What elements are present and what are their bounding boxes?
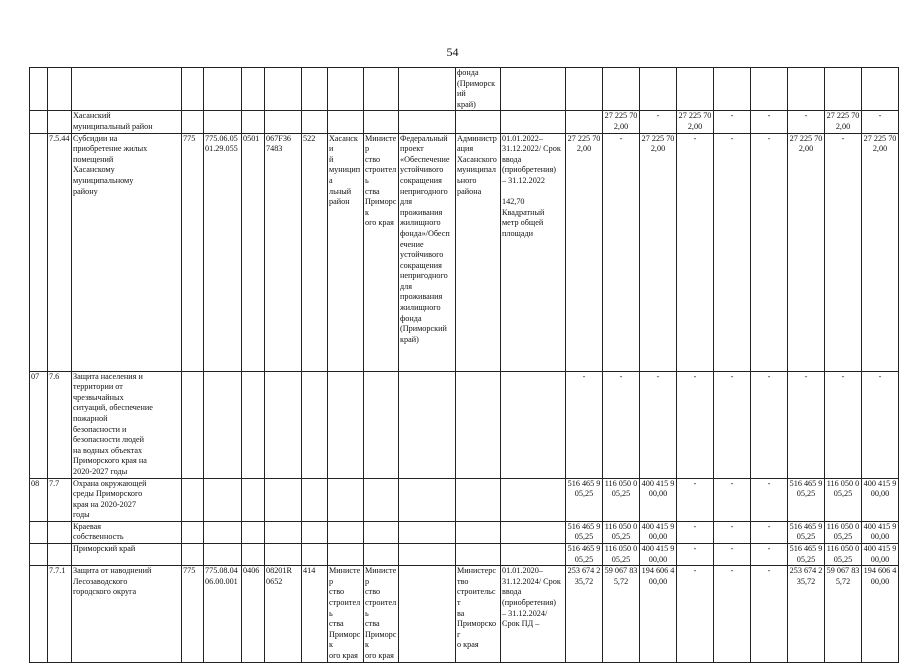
- cell-text: 253 674 2 35,72: [567, 566, 601, 586]
- table-cell: [714, 68, 751, 111]
- table-cell: [328, 566, 364, 662]
- table-cell: [714, 544, 751, 566]
- cell-text: -: [841, 371, 845, 381]
- table-cell: [328, 371, 364, 478]
- table-cell: [603, 371, 640, 478]
- table-cell: [788, 544, 825, 566]
- table-cell: [714, 371, 751, 478]
- table-cell: [204, 478, 242, 521]
- cell-text: Администр ация Хасанского муниципал ьного района: [457, 133, 497, 196]
- table-cell: [242, 371, 265, 478]
- table-cell: [204, 68, 242, 111]
- table-cell: [603, 133, 640, 371]
- table-cell: [182, 111, 204, 133]
- table-cell: [302, 68, 328, 111]
- table-cell: [677, 68, 714, 111]
- cell-text: Защита от наводнений Лесозаводского городского округа: [73, 566, 152, 597]
- table-cell: [603, 544, 640, 566]
- cell-text: 01.01.2020– 31.12.2024/ Срок ввода (приобретения) – 31.12.2024/ Срок ПД –: [502, 566, 561, 629]
- table-cell: [603, 68, 640, 111]
- table-cell: [302, 371, 328, 478]
- table-cell: [751, 371, 788, 478]
- table-cell: [204, 111, 242, 133]
- table-cell: [825, 478, 862, 521]
- table-cell: [456, 371, 501, 478]
- table-cell: [265, 68, 302, 111]
- table-cell: [603, 111, 640, 133]
- table-cell: [640, 544, 677, 566]
- cell-text: фонда (Приморский край): [457, 68, 496, 109]
- cell-text: -: [730, 111, 734, 121]
- table-cell: [862, 521, 899, 543]
- cell-text: 0501: [243, 133, 260, 143]
- cell-text: 400 415 9 00,00: [641, 521, 675, 542]
- table-cell: [30, 68, 48, 111]
- table-cell: [182, 133, 204, 371]
- table-cell: [182, 68, 204, 111]
- table-cell: [825, 566, 862, 662]
- cell-text: 7.7: [49, 478, 60, 488]
- table-cell: [862, 566, 899, 662]
- cell-text: -: [693, 521, 697, 531]
- table-cell: [677, 111, 714, 133]
- cell-text: 08: [31, 478, 40, 488]
- table-cell: [328, 521, 364, 543]
- table-cell: [788, 371, 825, 478]
- table-cell: [751, 566, 788, 662]
- table-cell: [399, 478, 456, 521]
- cell-text: 400 415 9 00,00: [863, 478, 897, 499]
- table-cell: [751, 521, 788, 543]
- cell-text: -: [841, 133, 845, 143]
- table-cell: [242, 111, 265, 133]
- table-cell: [788, 478, 825, 521]
- table-cell: [751, 478, 788, 521]
- cell-text: 516 465 9 05,25: [567, 544, 601, 564]
- table-cell: [302, 521, 328, 543]
- table-cell: [751, 133, 788, 371]
- table-row: [30, 478, 899, 521]
- table-cell: [640, 478, 677, 521]
- table-cell: [714, 111, 751, 133]
- cell-text: 414: [303, 566, 316, 576]
- table-cell: [677, 521, 714, 543]
- table-cell: [714, 566, 751, 662]
- table-cell: [399, 68, 456, 111]
- table-cell: [825, 111, 862, 133]
- cell-text: 400 415 9 00,00: [863, 521, 897, 542]
- cell-text: 067F36 7483: [266, 133, 292, 154]
- cell-text: 194 606 4 00,00: [641, 566, 675, 586]
- cell-text: -: [767, 111, 771, 121]
- cell-text: 775.06.05 01.29.055: [205, 133, 238, 154]
- cell-text: Охрана окружающей среды Приморского края на 2020-2027 годы: [73, 478, 147, 520]
- cell-text: 27 225 70 2,00: [604, 111, 638, 131]
- table-cell: [566, 544, 603, 566]
- table-cell: [48, 133, 72, 371]
- table-cell: [501, 566, 566, 662]
- table-cell: [456, 133, 501, 371]
- table-cell: [182, 566, 204, 662]
- cell-text: 116 050 0 05,25: [604, 478, 638, 499]
- cell-text: 775: [183, 133, 196, 143]
- table-cell: [72, 566, 182, 662]
- table-cell: [788, 133, 825, 371]
- cell-text: 7.7.1: [49, 566, 66, 576]
- table-cell: [399, 371, 456, 478]
- table-cell: [566, 371, 603, 478]
- cell-text: 516 465 9 05,25: [567, 478, 601, 499]
- cell-text: Краевая собственность: [73, 521, 124, 542]
- cell-text: -: [693, 133, 697, 143]
- table-cell: [265, 566, 302, 662]
- cell-text: 516 465 9 05,25: [567, 521, 601, 542]
- cell-text: 116 050 0 05,25: [826, 544, 860, 564]
- table-cell: [566, 521, 603, 543]
- table-cell: [265, 544, 302, 566]
- table-cell: [204, 371, 242, 478]
- table-cell: [456, 521, 501, 543]
- table-cell: [364, 111, 399, 133]
- table-cell: [48, 111, 72, 133]
- cell-text: 116 050 0 05,25: [604, 544, 638, 564]
- cell-text: -: [656, 371, 660, 381]
- table-cell: [265, 521, 302, 543]
- cell-text: Хасански й муниципа льный район: [329, 133, 361, 207]
- cell-text: -: [656, 111, 660, 121]
- table-cell: [30, 478, 48, 521]
- table-cell: [862, 371, 899, 478]
- cell-text: -: [878, 111, 882, 121]
- table-cell: [501, 478, 566, 521]
- table-cell: [677, 544, 714, 566]
- table-cell: [640, 521, 677, 543]
- cell-text: -: [767, 478, 771, 488]
- table-cell: [328, 133, 364, 371]
- table-cell: [302, 133, 328, 371]
- cell-text: 116 050 0 05,25: [604, 521, 638, 542]
- table-cell: [501, 111, 566, 133]
- table-cell: [364, 566, 399, 662]
- table-cell: [48, 566, 72, 662]
- table-cell: [182, 544, 204, 566]
- cell-text: -: [730, 371, 734, 381]
- table-cell: [399, 133, 456, 371]
- table-cell: [640, 133, 677, 371]
- table-cell: [30, 566, 48, 662]
- table-cell: [48, 371, 72, 478]
- cell-text: -: [730, 544, 734, 554]
- cell-text: 27 225 70 2,00: [863, 133, 897, 154]
- table-cell: [302, 478, 328, 521]
- table-cell: [566, 68, 603, 111]
- cell-text: 01.01.2022– 31.12.2022/ Срок ввода (приобретения) – 31.12.2022 142,70 Квадратный метр общей площади: [502, 133, 561, 238]
- table-cell: [30, 371, 48, 478]
- table-cell: [30, 544, 48, 566]
- cell-text: 116 050 0 05,25: [826, 478, 860, 499]
- table-cell: [862, 133, 899, 371]
- table-cell: [603, 566, 640, 662]
- table-cell: [640, 566, 677, 662]
- cell-text: Приморский край: [73, 544, 136, 554]
- table-cell: [48, 68, 72, 111]
- cell-text: -: [582, 371, 586, 381]
- cell-text: 59 067 83 5,72: [604, 566, 638, 586]
- table-cell: [265, 133, 302, 371]
- table-cell: [566, 478, 603, 521]
- cell-text: Министерс тво строительст ва Приморског о края: [457, 566, 497, 650]
- cell-text: 194 606 4 00,00: [863, 566, 897, 586]
- table-cell: [603, 521, 640, 543]
- table-cell: [825, 68, 862, 111]
- cell-text: -: [767, 133, 771, 143]
- table-cell: [328, 478, 364, 521]
- table-cell: [242, 566, 265, 662]
- table-cell: [677, 566, 714, 662]
- cell-text: 07: [31, 371, 40, 381]
- cell-text: -: [693, 478, 697, 488]
- table-cell: [242, 68, 265, 111]
- table-row: [30, 111, 899, 133]
- table-row: [30, 544, 899, 566]
- table-cell: [640, 371, 677, 478]
- table-cell: [501, 544, 566, 566]
- table-cell: [182, 521, 204, 543]
- table-row: [30, 133, 899, 371]
- table-cell: [399, 111, 456, 133]
- cell-text: 775.08.04 06.00.001: [205, 566, 238, 586]
- cell-text: -: [804, 111, 808, 121]
- cell-text: Министер ство строитель ства Приморск ого края: [365, 566, 397, 660]
- table-cell: [182, 478, 204, 521]
- table-cell: [677, 371, 714, 478]
- table-cell: [302, 566, 328, 662]
- table-cell: [364, 133, 399, 371]
- cell-text: -: [767, 566, 771, 576]
- cell-text: Министер ство строитель ства Приморск ого края: [365, 133, 397, 228]
- cell-text: 400 415 9 00,00: [641, 478, 675, 499]
- table-cell: [566, 111, 603, 133]
- table-cell: [30, 133, 48, 371]
- table-cell: [456, 68, 501, 111]
- table-cell: [242, 521, 265, 543]
- cell-text: -: [767, 371, 771, 381]
- table-cell: [825, 544, 862, 566]
- table-cell: [302, 111, 328, 133]
- table-cell: [30, 111, 48, 133]
- table-cell: [456, 111, 501, 133]
- table-cell: [825, 371, 862, 478]
- table-cell: [364, 68, 399, 111]
- table-cell: [501, 521, 566, 543]
- table-cell: [72, 371, 182, 478]
- table-cell: [182, 371, 204, 478]
- table-cell: [751, 111, 788, 133]
- cell-text: 27 225 70 2,00: [678, 111, 712, 131]
- cell-text: Хасанский муниципальный район: [73, 111, 153, 131]
- table-cell: [204, 566, 242, 662]
- table-cell: [72, 478, 182, 521]
- table-cell: [825, 521, 862, 543]
- table-cell: [364, 478, 399, 521]
- table-cell: [204, 133, 242, 371]
- table-cell: [751, 544, 788, 566]
- table-cell: [714, 521, 751, 543]
- table-cell: [399, 544, 456, 566]
- cell-text: 27 225 70 2,00: [826, 111, 860, 131]
- table-cell: [714, 133, 751, 371]
- cell-text: 516 465 9 05,25: [789, 521, 823, 542]
- cell-text: -: [878, 371, 882, 381]
- cell-text: -: [693, 566, 697, 576]
- table-row: [30, 521, 899, 543]
- table-cell: [328, 111, 364, 133]
- table-cell: [603, 478, 640, 521]
- budget-table: [29, 67, 899, 663]
- table-cell: [862, 111, 899, 133]
- table-cell: [48, 544, 72, 566]
- table-cell: [825, 133, 862, 371]
- cell-text: -: [767, 521, 771, 531]
- table-cell: [242, 544, 265, 566]
- table-cell: [72, 68, 182, 111]
- table-cell: [566, 133, 603, 371]
- table-cell: [788, 111, 825, 133]
- table-cell: [242, 478, 265, 521]
- cell-text: 400 415 9 00,00: [641, 544, 675, 564]
- table-row: [30, 566, 899, 662]
- table-cell: [399, 521, 456, 543]
- table-cell: [677, 133, 714, 371]
- cell-text: -: [767, 544, 771, 554]
- table-cell: [862, 478, 899, 521]
- cell-text: 27 225 70 2,00: [789, 133, 823, 154]
- cell-text: -: [730, 521, 734, 531]
- table-row: [30, 371, 899, 478]
- table-cell: [862, 544, 899, 566]
- cell-text: -: [730, 566, 734, 576]
- table-cell: [72, 133, 182, 371]
- table-cell: [640, 68, 677, 111]
- table-cell: [204, 521, 242, 543]
- table-cell: [302, 544, 328, 566]
- table-cell: [364, 371, 399, 478]
- table-cell: [48, 478, 72, 521]
- cell-text: -: [693, 544, 697, 554]
- table-cell: [640, 111, 677, 133]
- table-cell: [328, 544, 364, 566]
- cell-text: 516 465 9 05,25: [789, 478, 823, 499]
- cell-text: 7.5.44: [49, 133, 70, 143]
- cell-text: 253 674 2 35,72: [789, 566, 823, 586]
- table-cell: [788, 566, 825, 662]
- cell-text: 522: [303, 133, 316, 143]
- table-cell: [862, 68, 899, 111]
- cell-text: -: [730, 478, 734, 488]
- table-cell: [788, 521, 825, 543]
- table-cell: [501, 68, 566, 111]
- table-cell: [364, 544, 399, 566]
- table-cell: [72, 111, 182, 133]
- table-cell: [48, 521, 72, 543]
- table-cell: [456, 478, 501, 521]
- cell-text: 08201R 0652: [266, 566, 292, 586]
- cell-text: 775: [183, 566, 196, 576]
- cell-text: 27 225 70 2,00: [641, 133, 675, 154]
- table-cell: [566, 566, 603, 662]
- table-cell: [30, 521, 48, 543]
- cell-text: 516 465 9 05,25: [789, 544, 823, 564]
- table-cell: [751, 68, 788, 111]
- cell-text: 27 225 70 2,00: [567, 133, 601, 154]
- cell-text: Министер ство строитель ства Приморск ого края: [329, 566, 361, 660]
- table-cell: [364, 521, 399, 543]
- table-cell: [204, 544, 242, 566]
- table-cell: [501, 371, 566, 478]
- cell-text: 116 050 0 05,25: [826, 521, 860, 542]
- table-cell: [242, 133, 265, 371]
- table-cell: [714, 478, 751, 521]
- cell-text: Защита населения и территории от чрезвычайных ситуаций, обеспечение пожарной безопасности и безопасности людей на водных объектах Приморского края на 2020-2027 годы: [73, 371, 153, 476]
- table-cell: [265, 371, 302, 478]
- table-cell: [501, 133, 566, 371]
- table-cell: [265, 478, 302, 521]
- cell-text: 59 067 83 5,72: [826, 566, 860, 586]
- table-cell: [72, 521, 182, 543]
- table-cell: [328, 68, 364, 111]
- table-cell: [72, 544, 182, 566]
- table-cell: [399, 566, 456, 662]
- page-number: 54: [446, 45, 459, 59]
- table-cell: [788, 68, 825, 111]
- table-cell: [265, 111, 302, 133]
- table-cell: [456, 544, 501, 566]
- cell-text: -: [693, 371, 697, 381]
- table-cell: [456, 566, 501, 662]
- cell-text: -: [804, 371, 808, 381]
- cell-text: Федеральный проект «Обеспечение устойчивого сокращения непригодного для проживания жилищного фонда»/Обесп ечение устойчивого сокращения непригодного для проживания жилищного фонда (Приморский край): [400, 133, 450, 344]
- cell-text: Субсидии на приобретение жилых помещений Хасанскому муниципальному району: [73, 133, 148, 196]
- cell-text: -: [619, 133, 623, 143]
- cell-text: 7.6: [49, 371, 60, 381]
- cell-text: 400 415 9 00,00: [863, 544, 897, 564]
- cell-text: 0406: [243, 566, 260, 576]
- table-row: [30, 68, 899, 111]
- table-cell: [677, 478, 714, 521]
- cell-text: -: [730, 133, 734, 143]
- cell-text: -: [619, 371, 623, 381]
